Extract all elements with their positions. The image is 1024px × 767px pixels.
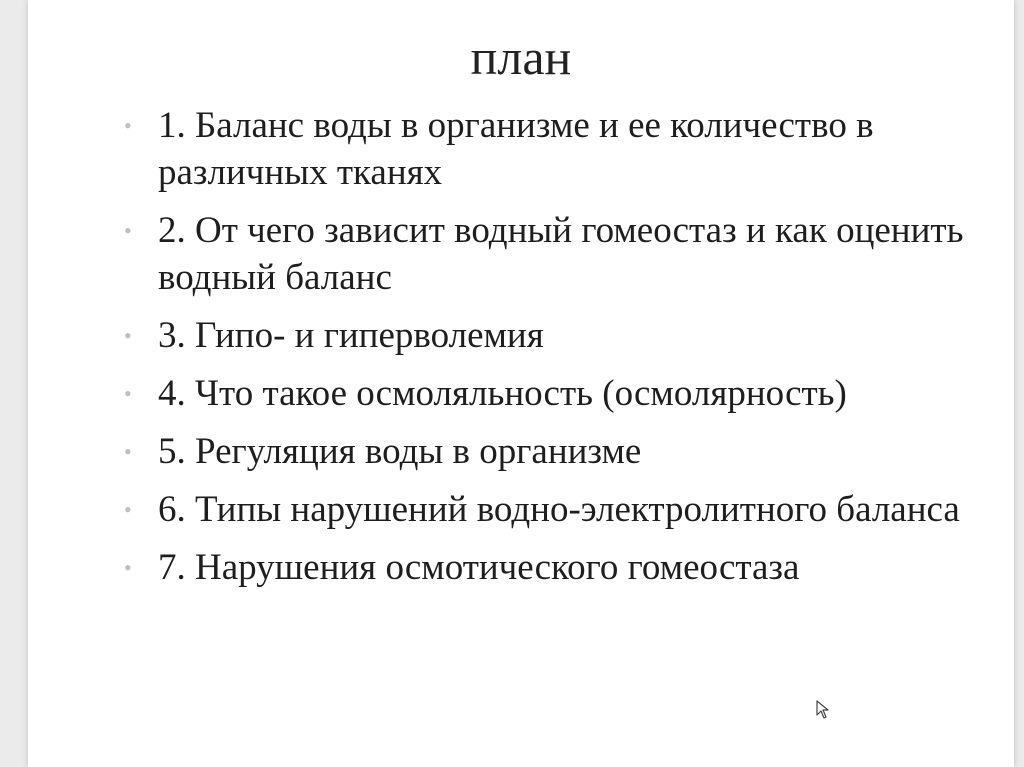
- list-item: [124, 102, 968, 196]
- list-item: [124, 486, 968, 533]
- list-item: [124, 207, 968, 301]
- list-item: [124, 428, 968, 475]
- bullet-dot-icon: •: [124, 497, 132, 522]
- bullet-dot-icon: •: [124, 323, 132, 348]
- bullet-dot-icon: •: [124, 113, 132, 138]
- list-item-text: 7. Нарушения осмотического гомеостаза: [158, 547, 800, 588]
- list-item-text: 6. Типы нарушений водно-электролитного баланса: [158, 489, 960, 530]
- bullet-dot-icon: •: [124, 555, 132, 580]
- bullet-dot-icon: •: [124, 439, 132, 464]
- list-item: [124, 370, 968, 417]
- slide: [28, 0, 1014, 767]
- list-item-text: 5. Регуляция воды в организме: [158, 431, 642, 472]
- bullet-dot-icon: •: [124, 218, 132, 243]
- bullet-dot-icon: •: [124, 381, 132, 406]
- list-item-text: 4. Что такое осмоляльность (осмолярность): [158, 373, 847, 414]
- mouse-cursor-icon: [816, 700, 832, 720]
- list-item-text: 1. Баланс воды в организме и ее количество в различных тканях: [158, 105, 874, 193]
- list-item: [124, 544, 968, 591]
- slide-title: план: [470, 29, 572, 85]
- list-item-text: 2. От чего зависит водный гомеостаз и как оценить водный баланс: [158, 210, 964, 298]
- list-item-text: 3. Гипо- и гиперволемия: [158, 315, 544, 356]
- outline-list: [124, 102, 968, 602]
- list-item: [124, 312, 968, 359]
